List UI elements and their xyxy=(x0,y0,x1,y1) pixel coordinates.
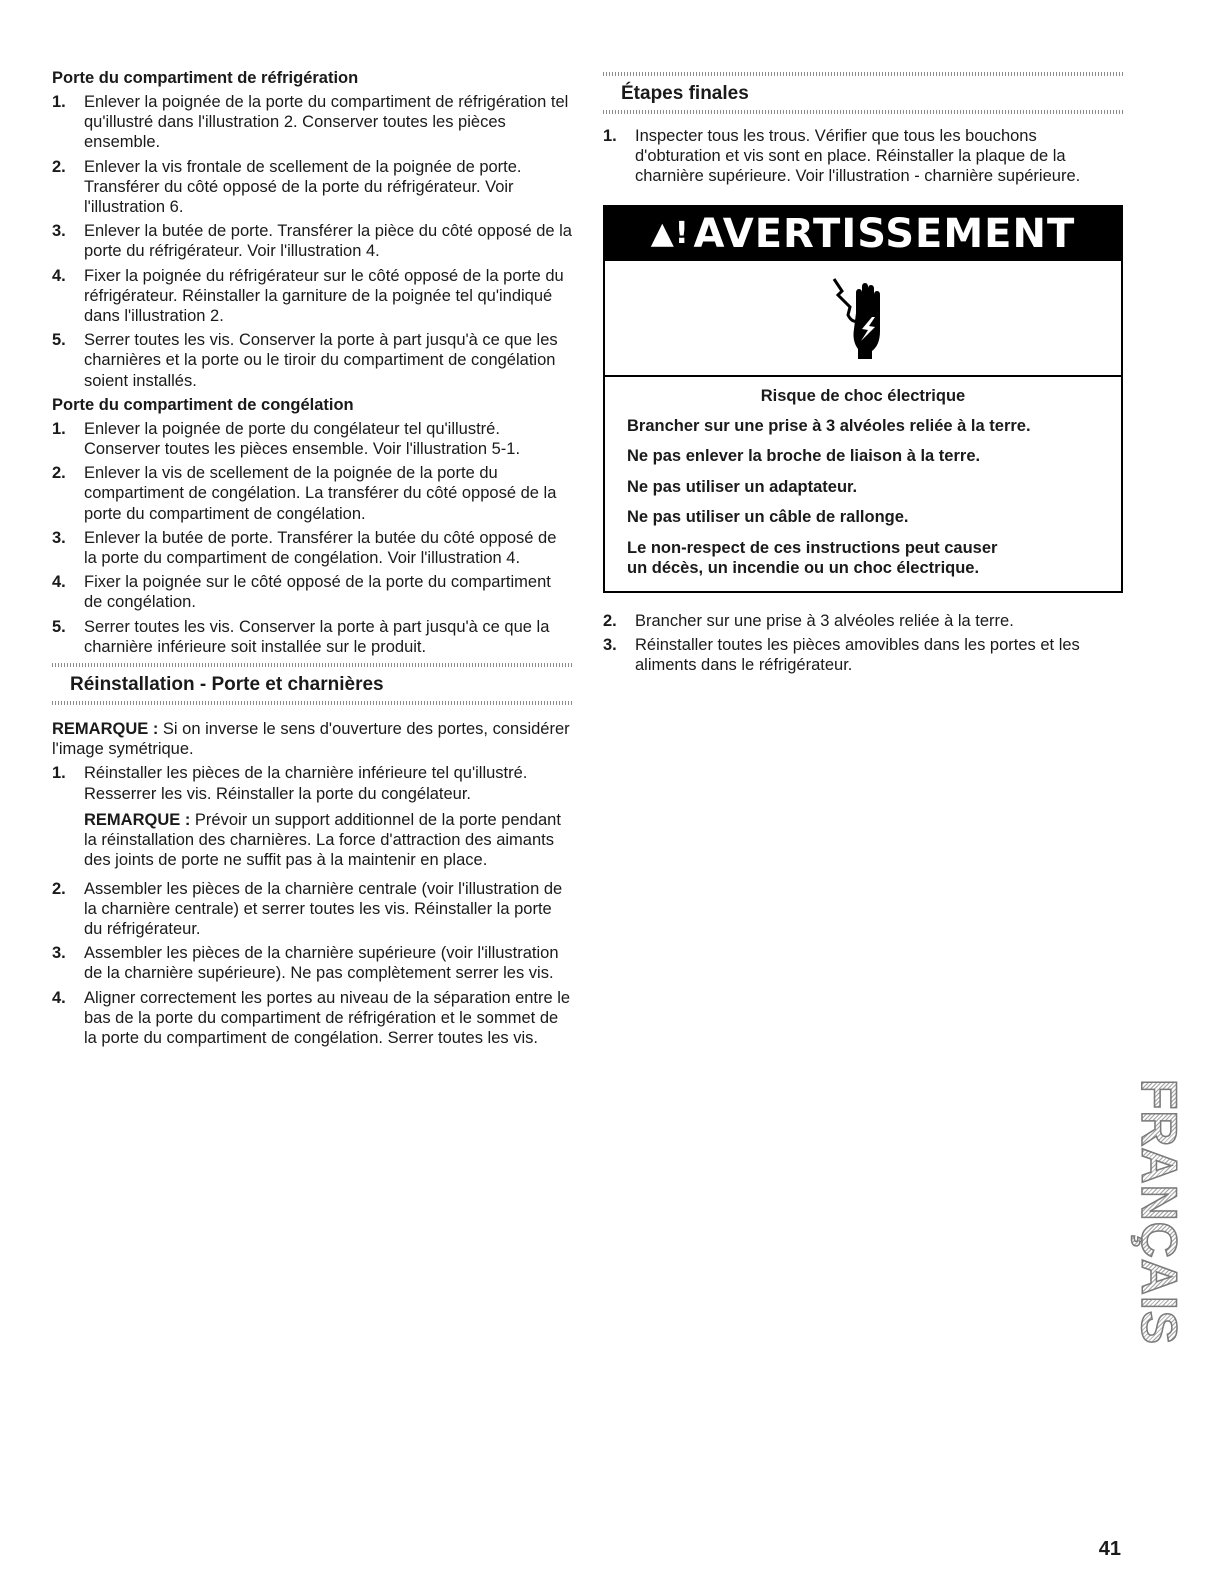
list-item: 2. Assembler les pièces de la charnière centrale (voir l'illustration de la charnière centrale) et serrer toutes les vis. Réinstaller la porte du réfrigérateur. xyxy=(52,879,563,938)
final-steps-title: Étapes finales xyxy=(621,83,749,104)
list-item: 1. Réinstaller les pièces de la charnière inférieure tel qu'illustré. Resserrer les vis. Réinstaller la porte du congélateur. REMARQUE : Prévoir un support additionnel de la porte pendant la réinstallation des charnières. La force d'attraction des aimants des joints de porte ne suffit pas à la maintenir en place. xyxy=(52,763,572,870)
list-item: 3. Enlever la butée de porte. Transférer la butée du côté opposé de la porte du compartiment de congélation. Voir l'illustration 4. xyxy=(52,528,557,568)
fridge-door-heading: Porte du compartiment de réfrigération xyxy=(52,69,359,87)
freezer-door-heading: Porte du compartiment de congélation xyxy=(52,395,354,414)
warning-line: Brancher sur une prise à 3 alvéoles reliée à la terre. xyxy=(627,416,1031,435)
final-steps-list-continued xyxy=(603,611,1123,676)
warning-header xyxy=(605,207,1121,261)
reinstall-steps xyxy=(52,763,572,1048)
list-item: 1. Inspecter tous les trous. Vérifier que tous les bouchons d'obturation et vis sont en place. Réinstaller la plaque de la charnière supérieure. Voir l'illustration - charnière supérieure. xyxy=(603,127,1081,186)
list-item: 2. Enlever la vis frontale de scellement de la poignée de porte. Transférer du côté opposé de la porte du réfrigérateur. Voir l'illustration 6. xyxy=(52,157,522,217)
freezer-door-steps xyxy=(52,419,572,657)
right-column xyxy=(603,0,1123,679)
warning-text xyxy=(605,377,1121,591)
section-rule xyxy=(52,701,572,705)
warning-risk-title: Risque de choc électrique xyxy=(760,386,966,405)
section-rule xyxy=(52,663,572,667)
reinstall-remark xyxy=(52,719,572,759)
warning-icon-area xyxy=(605,261,1121,377)
list-item: 3. Assembler les pièces de la charnière supérieure (voir l'illustration de la charnière supérieure). Ne pas complètement serrer les vis. xyxy=(52,944,559,983)
warning-line: Ne pas utiliser un adaptateur. xyxy=(627,477,858,496)
list-item: 3. Réinstaller toutes les pièces amovibles dans les portes et les aliments dans le réfrigérateur. xyxy=(603,635,1080,675)
list-item: 4. Aligner correctement les portes au niveau de la séparation entre le bas de la porte du compartiment de réfrigération et le sommet de la porte du compartiment de congélation. Serrer toutes les vis. xyxy=(52,988,571,1047)
list-item: 1. Enlever la poignée de la porte du compartiment de réfrigération tel qu'illustré dans l'illustration 2. Conserver toutes les pièces ensemble. xyxy=(52,93,569,152)
fridge-door-steps xyxy=(52,92,572,391)
left-column xyxy=(52,0,572,1052)
warning-line: Ne pas utiliser un câble de rallonge. xyxy=(627,508,909,527)
section-rule xyxy=(603,110,1123,114)
step-note: REMARQUE : Prévoir un support additionnel de la porte pendant la réinstallation des charnières. La force d'attraction des aimants des joints de porte ne suffit pas à la maintenir en place. xyxy=(84,810,561,870)
page-number: 41 xyxy=(1098,1538,1121,1560)
list-item: 5. Serrer toutes les vis. Conserver la porte à part jusqu'à ce que les charnières et la porte ou le tiroir du compartiment de congélation soient installés. xyxy=(52,331,558,390)
remark-label: REMARQUE : xyxy=(52,720,159,739)
final-steps-list xyxy=(603,126,1123,187)
warning-triangle-icon: ▲! xyxy=(650,216,690,252)
warning-consequence: Le non-respect de ces instructions peut causer un décès, un incendie ou un choc électrique. xyxy=(627,538,998,578)
warning-line: Ne pas enlever la broche de liaison à la terre. xyxy=(627,447,981,466)
language-side-label: FRANÇAIS xyxy=(1131,1078,1188,1346)
section-rule xyxy=(603,72,1123,76)
reinstall-section-title: Réinstallation - Porte et charnières xyxy=(70,674,384,696)
list-item: 4. Fixer la poignée sur le côté opposé de la porte du compartiment de congélation. xyxy=(52,573,551,612)
warning-box xyxy=(603,205,1123,593)
list-item: 3. Enlever la butée de porte. Transférer la pièce du côté opposé de la porte du réfrigérateur. Voir l'illustration 4. xyxy=(52,222,572,261)
remark-text: Si on inverse le sens d'ouverture des portes, considérer l'image symétrique. xyxy=(52,720,570,759)
electric-shock-hand-icon xyxy=(828,273,898,363)
list-item: 2. Enlever la vis de scellement de la poignée de la porte du compartiment de congélation. La transférer du côté opposé de la porte du compartiment de congélation. xyxy=(52,464,557,523)
warning-title: AVERTISSEMENT xyxy=(693,210,1076,257)
list-item: 5. Serrer toutes les vis. Conserver la porte à part jusqu'à ce que la charnière inférieure soit installée sur le produit. xyxy=(52,617,550,656)
list-item: 1. Enlever la poignée de porte du congélateur tel qu'illustré. Conserver toutes les pièces ensemble. Voir l'illustration 5-1. xyxy=(52,419,521,459)
list-item: 4. Fixer la poignée du réfrigérateur sur le côté opposé de la porte du réfrigérateur. Réinstaller la garniture de la poignée tel qu'indiqué dans l'illustration 2. xyxy=(52,266,564,326)
list-item: 2. Brancher sur une prise à 3 alvéoles reliée à la terre. xyxy=(603,611,1014,630)
